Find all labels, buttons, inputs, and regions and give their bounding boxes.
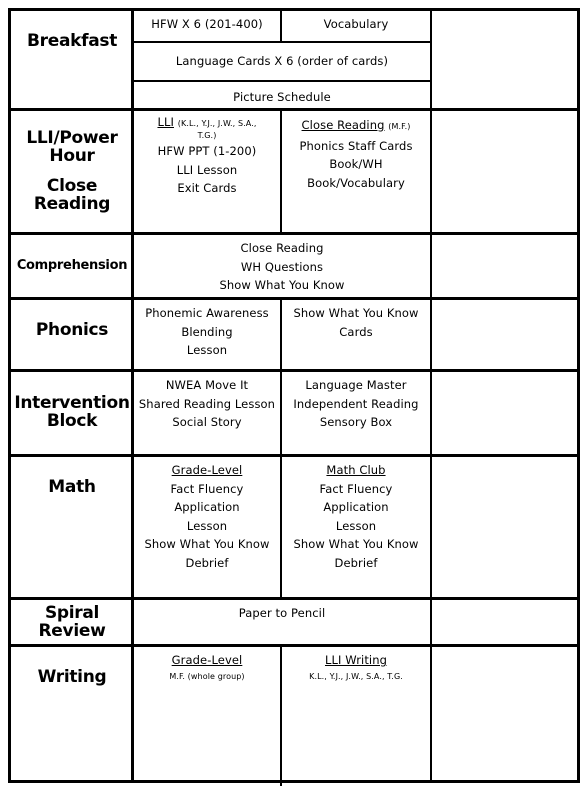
intervention-item: NWEA Move It — [165, 378, 249, 392]
breakfast-vocabulary: Vocabulary — [323, 17, 389, 31]
row-label-spiral-review — [11, 600, 133, 644]
row-label-text: Intervention — [14, 393, 130, 413]
writing-grade-level-title: Grade-Level — [171, 653, 243, 667]
phonics-left-cell — [134, 304, 280, 360]
row-label-comprehension — [11, 235, 133, 297]
math-item: Show What You Know — [293, 537, 419, 551]
close-reading-cell — [282, 116, 430, 192]
math-club-cell — [282, 461, 430, 572]
breakfast-picture-schedule: Picture Schedule — [233, 90, 331, 104]
intervention-item: Social Story — [172, 415, 242, 429]
phonics-item: Phonemic Awareness — [145, 306, 269, 320]
row-label-intervention — [11, 372, 133, 452]
close-reading-item: Phonics Staff Cards — [299, 138, 413, 153]
math-item: Show What You Know — [144, 537, 270, 551]
row-label-text: Hour — [49, 146, 95, 166]
row-label-text: LLI/Power — [26, 128, 118, 148]
math-item: Fact Fluency — [319, 481, 393, 496]
phonics-item: Lesson — [186, 343, 228, 357]
intervention-right-cell — [282, 376, 430, 432]
column-divider — [430, 11, 432, 780]
intervention-left-cell — [134, 376, 280, 432]
math-item: Lesson — [335, 518, 377, 533]
comprehension-item: Show What You Know — [219, 278, 345, 292]
intervention-item: Shared Reading Lesson — [138, 396, 276, 411]
row-label-breakfast — [11, 11, 133, 71]
phonics-item: Blending — [181, 324, 233, 339]
math-grade-level-cell — [134, 461, 280, 572]
math-item: Debrief — [334, 555, 378, 570]
phonics-right-cell — [282, 304, 430, 341]
writing-grade-level-note: M.F. (whole group) — [169, 671, 245, 681]
writing-lli-title: LLI Writing — [324, 653, 388, 667]
row-label-text: Math — [48, 477, 96, 497]
intervention-item: Independent Reading — [293, 396, 419, 411]
intervention-item: Language Master — [305, 378, 407, 392]
lli-students: (K.L., Y.J., J.W., S.A., — [177, 119, 257, 128]
comprehension-cell — [134, 239, 430, 295]
row-label-phonics — [11, 300, 133, 360]
row-label-text: Breakfast — [26, 31, 118, 51]
row-label-lli — [11, 129, 133, 231]
schedule-table — [8, 8, 580, 783]
phonics-item: Show What You Know — [293, 306, 419, 320]
spiral-review-item: Paper to Pencil — [238, 606, 326, 620]
lli-title: LLI — [157, 115, 174, 129]
lli-item: Exit Cards — [177, 181, 237, 195]
math-item: Application — [174, 500, 240, 514]
writing-lli-note: K.L., Y.J., J.W., S.A., T.G. — [309, 671, 403, 681]
row-label-text: Spiral — [44, 603, 100, 623]
lli-left-cell — [134, 116, 280, 198]
phonics-item: Cards — [339, 324, 373, 339]
breakfast-language-cards: Language Cards X 6 (order of cards) — [175, 54, 389, 68]
writing-grade-level-cell — [134, 651, 280, 684]
lli-item: HFW PPT (1-200) — [157, 144, 257, 158]
row-label-text: Review — [38, 621, 106, 641]
row-label-text: Close — [46, 176, 98, 196]
math-item: Application — [323, 500, 389, 514]
comprehension-item: Close Reading — [240, 241, 324, 255]
row-label-math — [11, 457, 133, 517]
close-reading-title: Close Reading — [301, 118, 385, 132]
lli-item: LLI Lesson — [176, 162, 238, 177]
close-reading-item: Book/WH — [329, 157, 383, 171]
intervention-item: Sensory Box — [319, 415, 393, 429]
row-label-text: Comprehension — [16, 258, 128, 273]
close-reading-item: Book/Vocabulary — [307, 175, 405, 190]
math-item: Fact Fluency — [170, 481, 244, 496]
close-reading-students: (M.F.) — [388, 122, 411, 131]
row-label-text: Phonics — [35, 320, 109, 340]
math-club-title: Math Club — [326, 463, 386, 477]
math-item: Lesson — [186, 518, 228, 533]
math-item: Debrief — [185, 555, 229, 570]
writing-lli-cell — [282, 651, 430, 684]
row-divider — [11, 108, 577, 111]
lli-students-cont: T.G.) — [197, 131, 217, 140]
comprehension-item: WH Questions — [240, 259, 324, 274]
breakfast-hfw: HFW X 6 (201-400) — [151, 17, 263, 31]
sub-row-divider — [131, 80, 430, 82]
row-label-writing — [11, 647, 133, 707]
math-grade-level-title: Grade-Level — [171, 463, 243, 477]
row-label-text: Block — [46, 411, 98, 431]
row-label-text: Writing — [37, 667, 107, 687]
row-label-text: Reading — [33, 194, 111, 214]
